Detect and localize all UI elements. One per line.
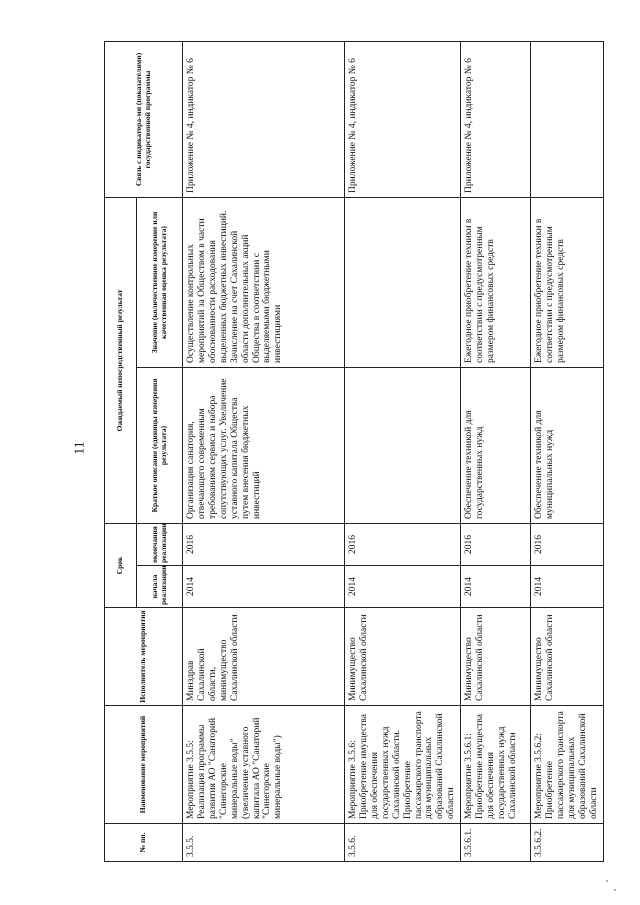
header-name: Наименование мероприятий (105, 706, 183, 824)
row-end: 2016 (345, 523, 461, 565)
row-short: Организация санатория, отвечающего современным требованиям сервиса и набора сопутствующих услуг. Увеличение уставного капитала Общества путем внесения бюджетных инвестиций (183, 367, 345, 523)
activities-table (104, 41, 604, 862)
scan-speck (614, 889, 616, 891)
row-value: Ежегодное приобретение техники в соответствии с предусмотренным размером финансовых средств (531, 197, 604, 367)
row-short: Обеспечение техникой для муниципальных нужд (531, 367, 604, 523)
row-short (345, 367, 461, 523)
row-value: Ежегодное приобретение техники в соответствии с предусмотренным размером финансовых средств (461, 197, 531, 367)
table-row (183, 41, 345, 861)
table-row (531, 41, 604, 861)
row-start: 2014 (531, 566, 604, 608)
header-link: Связь с индикатора-ми (показателями) государственной программы (105, 41, 183, 197)
row-short: Обеспечение техникой для государственных нужд (461, 367, 531, 523)
row-name: Мероприятие 3.5.6: Приобретение имущества для обеспечения государственных нужд Сахалинской области. Приобретение пассажирского транспорта для муниципальных образований Сахалинской области (345, 706, 461, 824)
header-term-start: начала реализации (137, 566, 183, 608)
row-executor: Минимущество Сахалинской области (345, 608, 461, 706)
header-result-short: Краткое описание (единицы измерения результата) (137, 367, 183, 523)
header-term: Срок (105, 523, 137, 607)
row-name: Мероприятие 3.5.6.1: Приобретение имущества для обеспечения государственных нужд Сахалинской области (461, 706, 531, 824)
row-link: Приложение № 4, индикатор № 6 (183, 41, 345, 197)
page-number: 11 (72, 441, 88, 455)
row-num: 3.5.6.2. (531, 824, 604, 862)
row-start: 2014 (461, 566, 531, 608)
row-value (345, 197, 461, 367)
header-executor: Исполнитель мероприятия (105, 608, 183, 706)
header-term-end: окончания реализации (137, 523, 183, 565)
header-result-value: Значение (количественное измерение или качественная оценка результата) (137, 197, 183, 367)
row-executor: Минимущество Сахалинской области (531, 608, 604, 706)
row-executor: Минимущество Сахалинской области (461, 608, 531, 706)
header-result: Ожидаемый непосредственный результат (105, 197, 137, 523)
row-link: Приложение № 4, индикатор № 6 (461, 41, 531, 197)
table-row (461, 41, 531, 861)
rotated-table-wrapper (104, 42, 599, 862)
row-link (531, 41, 604, 197)
row-name: Мероприятие 3.5.6.2: Приобретение пассажирского транспорта для муниципальных образований Сахалинской области (531, 706, 604, 824)
scan-speck (606, 880, 608, 882)
row-start: 2014 (183, 566, 345, 608)
row-end: 2016 (183, 523, 345, 565)
row-name: Мероприятие 3.5.5: Реализация программы развития АО "Санаторий "Синегорские минеральные воды" (увеличение уставного капитала АО "Санаторий "Синегорские минеральные воды") (183, 706, 345, 824)
row-value: Осуществление контрольных мероприятий за Обществом в части обоснованности расходования выделенных бюджетных инвестиций. Зачисление на счет Сахалинской области дополнительных акций Общества в соответствии с выделяемыми бюджетными инвестициями (183, 197, 345, 367)
row-num: 3.5.6. (345, 824, 461, 862)
header-num: № пп. (105, 824, 183, 862)
row-executor: Минздрав Сахалинской области, минимущество Сахалинской области (183, 608, 345, 706)
row-start: 2014 (345, 566, 461, 608)
table-row (345, 41, 461, 861)
row-end: 2016 (461, 523, 531, 565)
row-num: 3.5.5. (183, 824, 345, 862)
row-end: 2016 (531, 523, 604, 565)
row-num: 3.5.6.1. (461, 824, 531, 862)
row-link: Приложение № 4, индикатор № 6 (345, 41, 461, 197)
